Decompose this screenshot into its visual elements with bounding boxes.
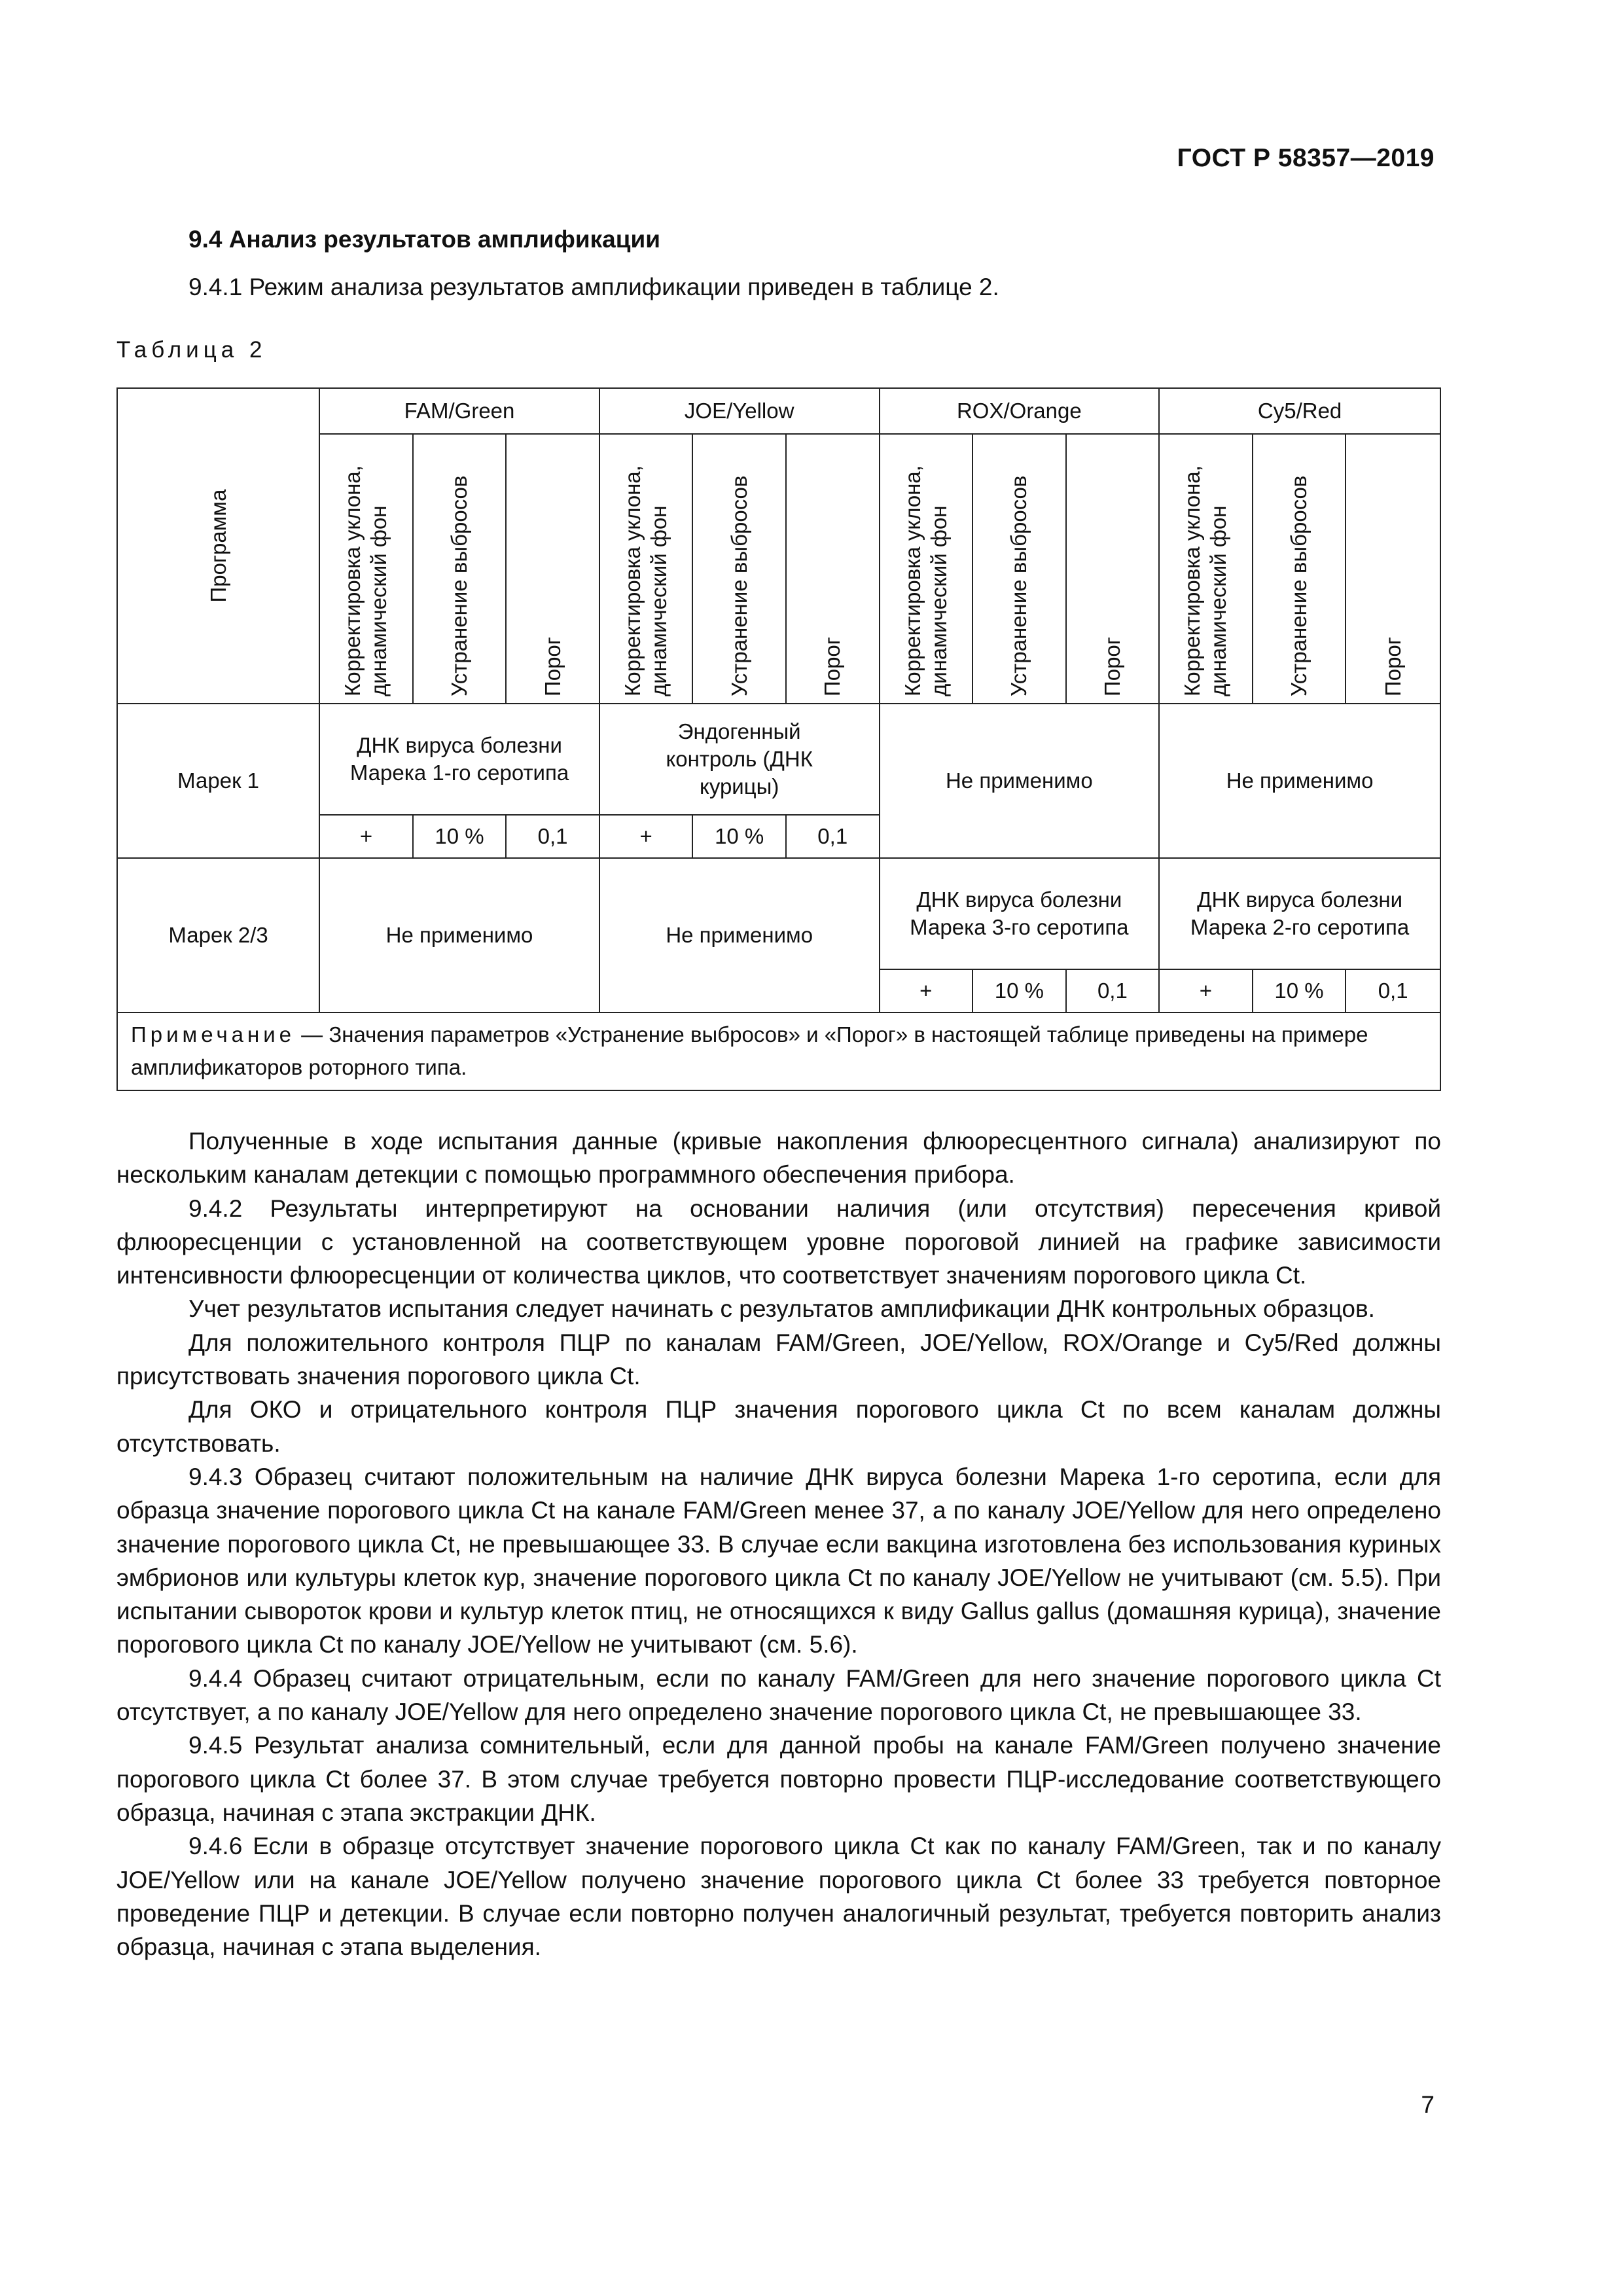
joe-outlier-value: 10 % (692, 815, 786, 858)
subheader-outlier-removal: Устранение выбросов (1007, 475, 1031, 696)
page-number: 7 (1421, 2091, 1435, 2118)
subheader-outlier-removal: Устранение выбросов (1286, 475, 1311, 696)
program-header: Программа (205, 489, 230, 603)
rox-target-cell: ДНК вируса болезни Марека 3-го серотипа (880, 858, 1160, 969)
cy5-outlier-value: 10 % (1253, 969, 1346, 1013)
subheader-cell (599, 434, 693, 704)
subheader-cell (1346, 434, 1440, 704)
paragraph: 9.4.5 Результат анализа сомнительный, если для данной пробы на канале FAM/Green получено значение порогового цикла Ct более 37. В этом случае требуется повторно провести ПЦР-исследование соответствующего образца, начиная с этапа экстракции ДНК. (116, 1732, 1441, 1826)
fam-target-cell: ДНК вируса болезни Марека 1-го серотипа (319, 704, 599, 815)
subheader-slope-correction: Корректировка уклона, динамический фон (1180, 465, 1231, 696)
subheader-cell (319, 434, 413, 704)
rox-outlier-value: 10 % (972, 969, 1066, 1013)
paragraph: Для положительного контроля ПЦР по каналам FAM/Green, JOE/Yellow, ROX/Orange и Cy5/Red должны присутствовать значения порогового цикла Ct. (116, 1329, 1441, 1390)
subheader-slope-correction: Корректировка уклона, динамический фон (900, 465, 951, 696)
fam-slope-value: + (319, 815, 413, 858)
lead-paragraph: 9.4.1 Режим анализа результатов амплификации приведен в таблице 2. (188, 274, 999, 300)
subheader-outlier-removal: Устранение выбросов (446, 475, 471, 696)
subheader-threshold: Порог (820, 637, 845, 696)
subheader-cell (506, 434, 599, 704)
rox-not-applicable: Не применимо (880, 704, 1160, 858)
channel-fam-header: FAM/Green (319, 388, 599, 434)
channel-cy5-header: Cy5/Red (1159, 388, 1440, 434)
table-caption: Таблица 2 (116, 337, 267, 363)
channel-rox-header: ROX/Orange (880, 388, 1160, 434)
document-header: ГОСТ Р 58357—2019 (1177, 144, 1435, 172)
paragraph: Полученные в ходе испытания данные (кривые накопления флюоресцентного сигнала) анализируют по нескольким каналам детекции с помощью программного обеспечения прибора. (116, 1128, 1441, 1189)
subheader-threshold: Порог (1380, 637, 1405, 696)
subheader-cell (786, 434, 880, 704)
subheader-cell (972, 434, 1066, 704)
subheader-outlier-removal: Устранение выбросов (726, 475, 751, 696)
table-note (117, 1013, 1440, 1090)
cy5-target-cell: ДНК вируса болезни Марека 2-го серотипа (1159, 858, 1440, 969)
joe-threshold-value: 0,1 (786, 815, 880, 858)
rox-slope-value: + (880, 969, 973, 1013)
subheader-threshold: Порог (540, 637, 565, 696)
joe-target-cell: Эндогенный контроль (ДНК курицы) (599, 704, 880, 815)
subheader-cell (1066, 434, 1160, 704)
body-text (116, 1124, 1441, 1964)
paragraph: Учет результатов испытания следует начинать с результатов амплификации ДНК контрольных образцов. (188, 1295, 1375, 1323)
subheader-slope-correction: Корректировка уклона, динамический фон (340, 465, 391, 696)
subheader-cell (880, 434, 973, 704)
fam-not-applicable: Не применимо (319, 858, 599, 1013)
amplification-analysis-table (116, 387, 1441, 1091)
note-label: Примечание (131, 1022, 296, 1047)
joe-slope-value: + (599, 815, 693, 858)
subheader-slope-correction: Корректировка уклона, динамический фон (620, 465, 671, 696)
cy5-not-applicable: Не применимо (1159, 704, 1440, 858)
cy5-threshold-value: 0,1 (1346, 969, 1440, 1013)
channel-joe-header: JOE/Yellow (599, 388, 880, 434)
note-text: — Значения параметров «Устранение выбросов» и «Порог» в настоящей таблице приведены на примере амплификаторов роторного типа. (131, 1022, 1368, 1079)
subheader-cell (1253, 434, 1346, 704)
cy5-slope-value: + (1159, 969, 1253, 1013)
joe-not-applicable: Не применимо (599, 858, 880, 1013)
subheader-cell (1159, 434, 1253, 704)
subheader-cell (692, 434, 786, 704)
program-marek-1: Марек 1 (117, 704, 319, 858)
paragraph: 9.4.2 Результаты интерпретируют на основании наличия (или отсутствия) пересечения кривой флюоресценции с установленной на соответствующем уровне пороговой линией на графике зависимости интенсивности флюоресценции от количества циклов, что соответствует значениям порогового цикла Ct. (116, 1194, 1441, 1289)
program-header-cell (117, 388, 319, 704)
paragraph: Для ОКО и отрицательного контроля ПЦР значения порогового цикла Ct по всем каналам должны отсутствовать. (116, 1396, 1441, 1457)
rox-threshold-value: 0,1 (1066, 969, 1160, 1013)
paragraph: 9.4.4 Образец считают отрицательным, если по каналу FAM/Green для него значение порогового цикла Ct отсутствует, а по каналу JOE/Yellow для него определено значение порогового цикла Ct, не превышающее 33. (116, 1664, 1441, 1726)
subheader-cell (413, 434, 507, 704)
fam-threshold-value: 0,1 (506, 815, 599, 858)
fam-outlier-value: 10 % (413, 815, 507, 858)
subheader-threshold: Порог (1099, 637, 1124, 696)
program-marek-2-3: Марек 2/3 (117, 858, 319, 1013)
paragraph: 9.4.6 Если в образце отсутствует значение порогового цикла Ct как по каналу FAM/Green, так и по каналу JOE/Yellow или на канале JOE/Yellow получено значение порогового цикла Ct более 33 требуется повторное проведение ПЦР и детекции. В случае если повторно получен аналогичный результат, требуется повторить анализ образца, начиная с этапа выделения. (116, 1833, 1441, 1961)
section-title: 9.4 Анализ результатов амплификации (188, 226, 660, 253)
paragraph: 9.4.3 Образец считают положительным на наличие ДНК вируса болезни Марека 1-го серотипа, если для образца значение порогового цикла Ct на канале FAM/Green менее 37, а по каналу JOE/Yellow для него определено значение порогового цикла Ct, не превышающее 33. В случае если вакцина изготовлена без использования куриных эмбрионов или культуры клеток кур, значение порогового цикла Ct по каналу JOE/Yellow не учитывают (см. 5.5). При испытании сывороток крови и культур клеток птиц, не относящихся к виду Gallus gallus (домашняя курица), значение порогового цикла Ct по каналу JOE/Yellow не учитывают (см. 5.6). (116, 1463, 1441, 1659)
